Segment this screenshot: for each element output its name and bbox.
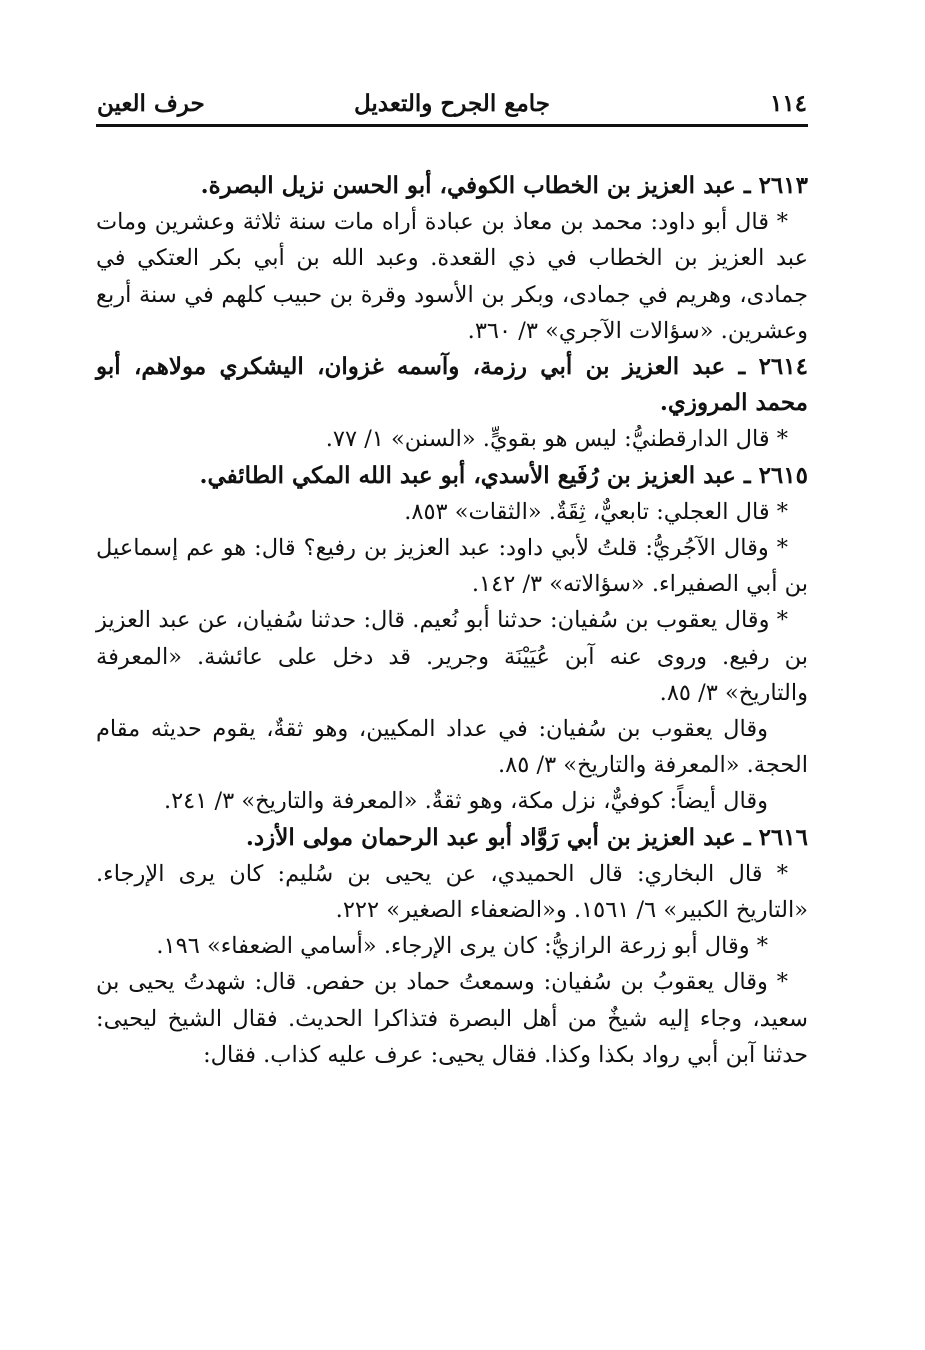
entry-heading-2613: ٢٦١٣ ـ عبد العزيز بن الخطاب الكوفي، أبو الحسن نزيل البصرة.: [200, 172, 808, 199]
page-body: [96, 168, 808, 1073]
quote-yaqub-3: وقال أيضاً: كوفيٌّ، نزل مكة، وهو ثقةٌ. «المعرفة والتاريخ» ٣/ ٢٤١.: [163, 788, 768, 815]
quote-yaqub-2: وقال يعقوب بن سُفيان: في عداد المكيين، وهو ثقةٌ، يقوم حديثه مقام الحجة. «المعرفة والتاريخ» ٣/ ٨٥.: [96, 716, 808, 779]
entry-heading-2615: ٢٦١٥ ـ عبد العزيز بن رُفَيع الأسدي، أبو عبد الله المكي الطائفي.: [199, 461, 808, 489]
running-header: [97, 86, 807, 126]
quote-yaqub-4: * وقال يعقوبُ بن سُفيان: وسمعتُ حماد بن حفص. قال: شهدتُ يحيى بن سعيد، وجاء إليه شيخٌ من أهل البصرة فتذاكرا الحديث. فقال الشيخ ليحيى: حدثنا آبن أبي رواد بكذا وكذا. فقال يحيى: عرف عليه كذاب. فقال:: [96, 969, 808, 1068]
book-title: جامع الجرح والتعديل: [353, 90, 551, 117]
quote-abu-zura: * وقال أبو زرعة الرازيُّ: كان يرى الإرجاء. «أسامي الضعفاء» ١٩٦.: [156, 933, 768, 960]
quote-bukhari: * قال البخاري: قال الحميدي، عن يحيى بن سُليم: كان يرى الإرجاء. «التاريخ الكبير» ٦/ ١٥٦١. و«الضعفاء الصغير» ٢٢٢.: [96, 860, 808, 924]
quote-yaqub-1: * وقال يعقوب بن سُفيان: حدثنا أبو نُعيم. قال: حدثنا سُفيان، عن عبد العزيز بن رفيع. وروى عنه آبن عُيَيْنَة وجرير. قد دخل على عائشة. «المعرفة والتاريخ» ٣/ ٨٥.: [96, 607, 808, 706]
quote-ijli: * قال العجلي: تابعيٌّ، ثِقَةٌ. «الثقات» ٨٥٣.: [404, 498, 788, 525]
entry-heading-2614: ٢٦١٤ ـ عبد العزيز بن أبي رزمة، وآسمه غزوان، اليشكري مولاهم، أبو محمد المروزي.: [96, 353, 808, 417]
header-rule: [96, 124, 808, 127]
page-number: ١١٤: [769, 90, 807, 117]
quote-daraqutni: * قال الدارقطنيُّ: ليس هو بقويٍّ. «السنن» ١/ ٧٧.: [325, 426, 788, 453]
section-title: حرف العين: [97, 90, 205, 117]
quote-ajurri: * وقال الآجُريُّ: قلتُ لأبي داود: عبد العزيز بن رفيع؟ قال: هو عم إسماعيل بن أبي الصفيراء. «سؤالاته» ٣/ ١٤٢.: [96, 535, 808, 598]
quote-abu-dawud: * قال أبو داود: محمد بن معاذ بن عبادة أراه مات سنة ثلاثة وعشرين ومات عبد العزيز بن الخطاب في ذي القعدة. وعبد الله بن أبي بكر العتكي في جمادى، وهريم في جمادى، وبكر بن الأسود وقرة بن حبيب كلهم في سنة أربع وعشرين. «سؤالات الآجري» ٣/ ٣٦٠.: [96, 209, 808, 344]
entry-heading-2616: ٢٦١٦ ـ عبد العزيز بن أبي رَوَّاد أبو عبد الرحمان مولى الأزد.: [245, 823, 808, 851]
